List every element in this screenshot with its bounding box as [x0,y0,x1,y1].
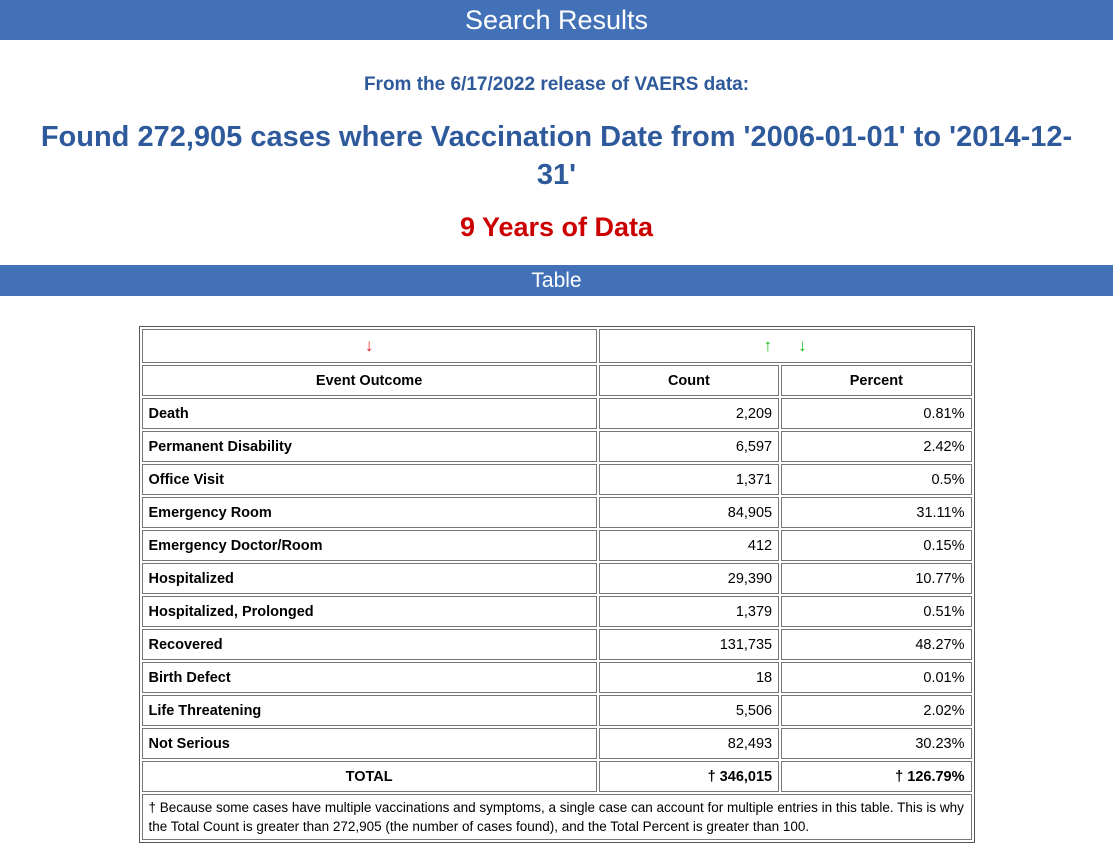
cell-percent: 2.02% [781,695,971,726]
years-of-data: 9 Years of Data [459,212,654,242]
cell-percent: 0.5% [781,464,971,495]
table-row [142,662,972,693]
column-header-count[interactable]: Count [599,365,779,396]
cell-outcome: Hospitalized [142,563,597,594]
table-section-banner: Table [0,265,1113,296]
cell-percent: 0.81% [781,398,971,429]
cell-percent: 10.77% [781,563,971,594]
cell-count: 412 [599,530,779,561]
cell-percent: 48.27% [781,629,971,660]
cell-outcome: Recovered [142,629,597,660]
sort-controls-row [142,329,972,363]
table-row [142,563,972,594]
cell-percent: 31.11% [781,497,971,528]
cell-count: 6,597 [599,431,779,462]
table-row [142,497,972,528]
cell-count: 1,371 [599,464,779,495]
results-summary: Found 272,905 cases where Vaccination Date from '2006-01-01' to '2014-12-31' [40,121,1073,191]
cell-count: 1,379 [599,596,779,627]
cell-total-label: TOTAL [142,761,597,792]
cell-outcome: Permanent Disability [142,431,597,462]
cell-outcome: Life Threatening [142,695,597,726]
release-info: From the 6/17/2022 release of VAERS data: [363,74,750,95]
sort-ascending-icon[interactable]: ↑ [763,336,773,355]
table-row [142,596,972,627]
table-row [142,464,972,495]
table-row [142,728,972,759]
cell-percent: 2.42% [781,431,971,462]
sort-descending-icon[interactable]: ↓ [364,336,374,355]
cell-outcome: Death [142,398,597,429]
cell-outcome: Birth Defect [142,662,597,693]
cell-count: 5,506 [599,695,779,726]
table-row [142,530,972,561]
cell-count: 18 [599,662,779,693]
table-row [142,431,972,462]
sort-cell-outcome[interactable] [142,329,597,363]
page-title-banner: Search Results [0,0,1113,40]
table-container [0,326,1113,843]
sort-cell-numeric[interactable] [599,329,972,363]
table-header-row [142,365,972,396]
cell-percent: 0.15% [781,530,971,561]
table-footnote-row [142,794,972,840]
cell-outcome: Office Visit [142,464,597,495]
cell-count: 84,905 [599,497,779,528]
cell-outcome: Hospitalized, Prolonged [142,596,597,627]
cell-total-count: † 346,015 [599,761,779,792]
event-outcome-table [139,326,975,843]
table-row [142,629,972,660]
table-row [142,398,972,429]
cell-outcome: Emergency Doctor/Room [142,530,597,561]
cell-percent: 0.51% [781,596,971,627]
cell-count: 2,209 [599,398,779,429]
cell-count: 131,735 [599,629,779,660]
cell-percent: 0.01% [781,662,971,693]
sort-descending-green-icon[interactable]: ↓ [798,336,807,355]
table-total-row [142,761,972,792]
cell-outcome: Emergency Room [142,497,597,528]
cell-total-percent: † 126.79% [781,761,971,792]
cell-count: 29,390 [599,563,779,594]
table-footnote: † Because some cases have multiple vaccinations and symptoms, a single case can account for multiple entries in this table. This is why the Total Count is greater than 272,905 (the number of cases found), and the Total Percent is greater than 100. [142,794,972,840]
cell-count: 82,493 [599,728,779,759]
table-row [142,695,972,726]
column-header-percent[interactable]: Percent [781,365,971,396]
column-header-event-outcome[interactable]: Event Outcome [142,365,597,396]
cell-percent: 30.23% [781,728,971,759]
cell-outcome: Not Serious [142,728,597,759]
